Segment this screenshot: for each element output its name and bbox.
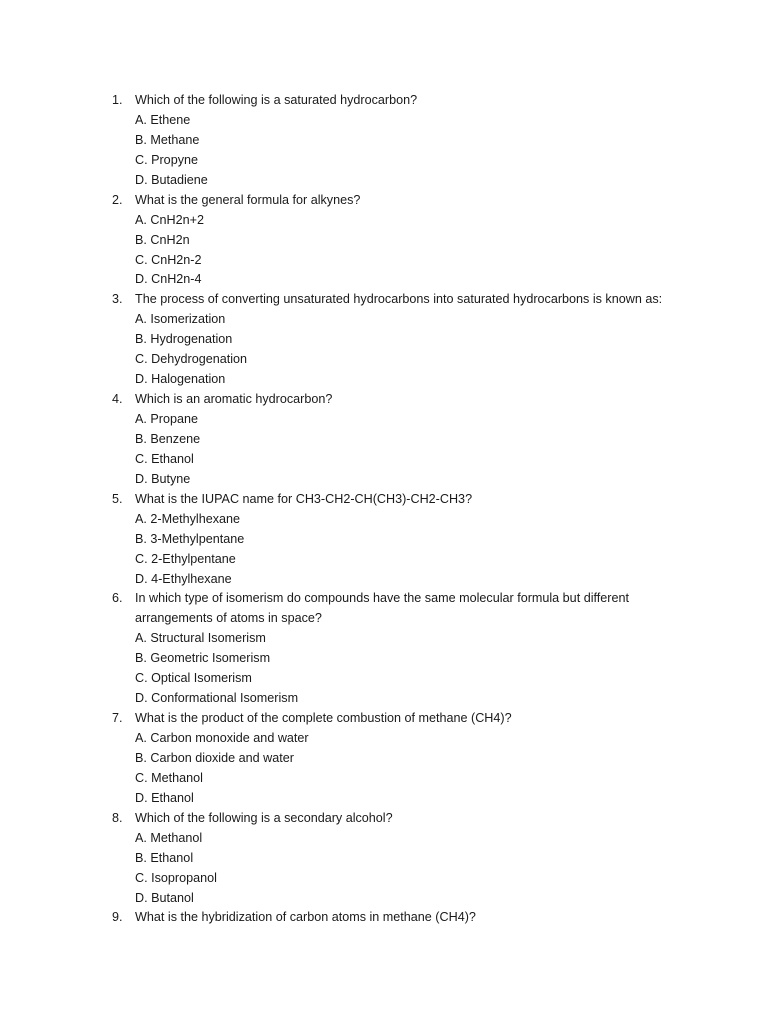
answer-option-row [0,769,768,789]
question-item [0,191,768,291]
question-text: What is the general formula for alkynes? [135,192,361,207]
answer-option: D. Butyne [135,471,191,486]
answer-option-row [0,430,768,450]
answer-option-row [0,649,768,669]
question-line [0,589,768,609]
answer-option: A. Structural Isomerism [135,631,266,646]
answer-option: D. Butadiene [135,172,208,187]
question-text: Which of the following is a saturated hydrocarbon? [135,93,418,107]
answer-option-row [0,171,768,191]
question-line [0,809,768,829]
question-line [0,290,768,310]
question-line [0,390,768,410]
question-item [0,91,768,191]
answer-option-row [0,729,768,749]
answer-option: C. Isopropanol [135,870,217,885]
answer-option: A. Isomerization [135,312,226,327]
question-item [0,490,768,590]
question-item [0,908,768,928]
answer-option: C. Optical Isomerism [135,671,252,686]
answer-option-row [0,510,768,530]
answer-option: D. CnH2n-4 [135,272,202,287]
question-text: Which of the following is a secondary alcohol? [135,810,393,825]
answer-option-row [0,450,768,470]
answer-option: B. Ethanol [135,850,194,865]
answer-option: C. Dehydrogenation [135,352,248,367]
answer-option: A. Ethene [135,112,191,127]
answer-option-row [0,889,768,909]
answer-option-row [0,629,768,649]
answer-option: B. Hydrogenation [135,332,233,347]
answer-option-row [0,370,768,390]
question-line [0,609,768,629]
question-line [0,191,768,211]
answer-option: A. CnH2n+2 [135,212,204,227]
answer-option: A. Carbon monoxide and water [135,731,309,745]
answer-option: A. 2-Methylhexane [135,511,241,526]
answer-option-row [0,330,768,350]
question-number: 7. [112,711,123,726]
answer-option-row [0,689,768,709]
question-list [0,91,768,928]
answer-option-row [0,350,768,370]
answer-option-row [0,789,768,809]
answer-option: A. Methanol [135,830,203,845]
question-text: In which type of isomerism do compounds have the same molecular formula but different [135,591,629,606]
answer-option-row [0,470,768,490]
answer-option-row [0,410,768,430]
answer-option: A. Propane [135,412,199,426]
question-item [0,809,768,909]
answer-option-row [0,251,768,271]
answer-option: C. Ethanol [135,451,194,466]
answer-option-row [0,550,768,570]
document-page [0,91,768,928]
answer-option: C. Propyne [135,152,198,167]
answer-option: B. Carbon dioxide and water [135,750,294,765]
answer-option-row [0,669,768,689]
answer-option-row [0,270,768,290]
question-text: arrangements of atoms in space? [135,611,322,626]
question-text: What is the IUPAC name for CH3-CH2-CH(CH3)-CH2-CH3? [135,491,473,506]
answer-option: D. Halogenation [135,372,226,387]
answer-option: D. Conformational Isomerism [135,691,299,706]
answer-option: C. 2-Ethylpentane [135,551,236,566]
answer-option: B. Benzene [135,431,201,446]
answer-option-row [0,749,768,769]
question-text: What is the product of the complete combustion of methane (CH4)? [135,711,512,726]
answer-option: C. Methanol [135,770,203,785]
answer-option: D. 4-Ethylhexane [135,571,232,586]
question-text: The process of converting unsaturated hydrocarbons into saturated hydrocarbons is known as: [135,292,663,307]
question-line [0,709,768,729]
question-line [0,490,768,510]
question-number: 4. [112,392,123,407]
answer-option-row [0,869,768,889]
question-number: 1. [112,93,123,107]
answer-option-row [0,849,768,869]
question-text: What is the hybridization of carbon atoms in methane (CH4)? [135,910,476,925]
answer-option: B. CnH2n [135,232,190,247]
question-line [0,91,768,111]
answer-option-row [0,111,768,131]
answer-option-row [0,231,768,251]
answer-option: B. 3-Methylpentane [135,531,245,546]
question-number: 2. [112,192,123,207]
answer-option-row [0,211,768,231]
answer-option-row [0,151,768,171]
answer-option-row [0,570,768,590]
question-text: Which is an aromatic hydrocarbon? [135,392,333,407]
answer-option-row [0,131,768,151]
question-number: 6. [112,591,123,606]
answer-option-row [0,829,768,849]
question-item [0,589,768,709]
question-item [0,709,768,809]
question-number: 9. [112,910,123,925]
answer-option: D. Butanol [135,890,194,905]
question-item [0,290,768,390]
question-number: 5. [112,491,123,506]
answer-option: D. Ethanol [135,790,194,805]
question-item [0,390,768,490]
question-number: 3. [112,292,123,307]
answer-option: C. CnH2n-2 [135,252,202,267]
answer-option: B. Geometric Isomerism [135,651,271,666]
answer-option-row [0,310,768,330]
answer-option-row [0,530,768,550]
question-number: 8. [112,810,123,825]
answer-option: B. Methane [135,132,200,147]
question-line [0,908,768,928]
